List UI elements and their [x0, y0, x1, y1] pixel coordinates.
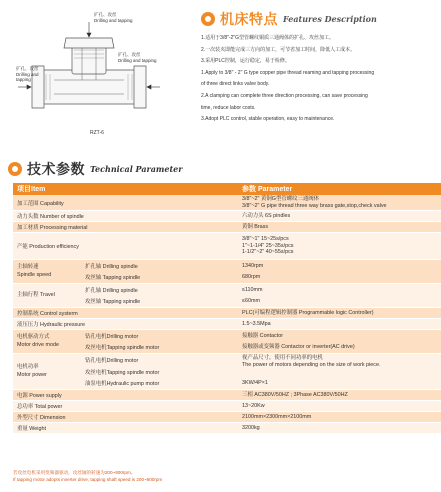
feature-line: 1.适用于3/8"-2"G型管螺纹铜质三通阀体的扩孔、攻丝加工。 — [201, 35, 335, 41]
group-rows — [83, 330, 441, 353]
value-line: 1.5~3.5Mpa — [242, 320, 271, 327]
value-line: 1"~1-1/4" 25~35s/pcs — [242, 242, 294, 249]
sub-label: 攻丝轴 Tapping spindle — [85, 275, 141, 282]
group-label — [13, 284, 83, 307]
bullet-circle-icon — [201, 12, 215, 26]
row-value — [238, 211, 441, 221]
sub-row — [83, 272, 441, 284]
value-line: 3/8"~2" 黄铜G型管螺纹三通阀体 — [242, 195, 320, 202]
feature-line: 3.采用PLC控制，运行稳定，易于检修。 — [201, 58, 290, 65]
table-group — [13, 284, 441, 308]
features-heading — [201, 9, 377, 29]
value-line: ≤110mm — [242, 286, 263, 293]
features-title-cn: 机床特点 — [220, 12, 278, 28]
row-value — [238, 233, 441, 259]
table-group — [13, 354, 441, 390]
sub-label: 钻孔电机Drilling motor — [85, 358, 139, 364]
group-label — [13, 354, 83, 389]
feature-line: 1.Apply to 3/8" - 2" G type copper pipe thread reaming and tapping processing — [201, 69, 375, 76]
header-item: 项目Item — [17, 186, 46, 193]
row-value — [238, 319, 441, 329]
table-row — [13, 211, 441, 222]
sub-row — [83, 260, 441, 272]
table-row — [13, 233, 441, 260]
table-row — [13, 222, 441, 233]
table-row — [13, 401, 441, 412]
feature-line: 3.Adopt PLC control, stable operation, easy to maintenance. — [201, 116, 335, 123]
diagram-label-top: 扩孔、攻丝 Drilling and tapping — [94, 12, 133, 23]
parameter-table — [13, 183, 441, 434]
footnote-line: 若攻丝电机采用变频器驱动，攻丝轴的转速为200~800rpm。 — [13, 470, 136, 475]
row-label: 重量 Weight — [17, 426, 46, 432]
row-value — [238, 222, 441, 232]
value-line: 3KW/4P×1 — [242, 380, 268, 386]
value-line: 三相 AC380V/50HZ ; 3Phase AC380V/50HZ — [242, 391, 348, 398]
group-label-en: Motor drive mode — [17, 341, 59, 348]
value-line: 3200kg — [242, 424, 260, 431]
group-label-cn: 主轴转速 — [17, 264, 39, 270]
sub-row — [83, 296, 441, 308]
footnote-line: If tapping motor adopts inverter drive, tapping shaft speed is 200~800rpm — [13, 477, 163, 482]
row-label: 动力头数 Number of spindle — [17, 214, 84, 220]
table-row — [13, 423, 441, 434]
row-value — [238, 412, 441, 422]
sub-value — [238, 272, 441, 284]
value-line: 1340rpm — [242, 262, 264, 269]
sub-label: 攻丝电机Tapping spindle motor — [85, 369, 160, 376]
sub-row — [83, 366, 441, 378]
row-label: 加工材质 Processing material — [17, 225, 88, 231]
row-value — [238, 423, 441, 433]
sub-label: 攻丝轴 Tapping spindle — [85, 299, 141, 306]
value-line: 1-1/2"~2" 40~55s/pcs — [242, 249, 294, 256]
value-line: 视产品尺寸，使用不同功率的电机 — [242, 355, 323, 361]
group-label-cn: 电机驱动方式 — [17, 334, 50, 340]
sub-value — [238, 260, 441, 272]
table-row — [13, 412, 441, 423]
group-label — [13, 260, 83, 283]
group-rows — [83, 284, 441, 307]
row-value — [238, 308, 441, 318]
group-label-text: 主轴行程 Travel — [17, 291, 55, 298]
value-line: 680rpm — [242, 274, 261, 280]
value-line: The power of motors depending on the size of work piece. — [242, 361, 381, 368]
row-label: 外型尺寸 Dimension — [17, 415, 66, 421]
sub-value — [238, 354, 441, 366]
sub-value — [238, 342, 441, 354]
feature-line: 2.一次装夹即能完成三方向的加工，可节省加工时间，降低人工成本。 — [201, 46, 356, 53]
sub-row — [83, 354, 441, 366]
sub-label: 油泵电机Hydraulic pump motor — [85, 381, 160, 388]
row-value — [238, 195, 441, 210]
row-label: 产能 Production efficiency — [17, 244, 79, 250]
tech-title-cn: 技术参数 — [27, 162, 85, 178]
group-label-cn: 电机功率 — [17, 364, 39, 370]
sub-label: 扩孔轴 Drilling spindle — [85, 263, 138, 270]
sub-value — [238, 330, 441, 342]
row-value — [238, 390, 441, 400]
table-group — [13, 260, 441, 284]
value-line: 接触器 Contactor — [242, 332, 284, 339]
value-line: 接触器或变频器 Contactor or inverter(AC drive) — [242, 344, 355, 350]
feature-line: time, reduce labor costs. — [201, 104, 256, 111]
sub-row — [83, 342, 441, 354]
value-line: ≤60mm — [242, 298, 260, 304]
header-param: 参数 Parameter — [242, 186, 293, 193]
diagram-label-left: 扩孔、攻丝 Drilling and tapping — [16, 66, 39, 82]
sub-label: 钻孔电机Drilling motor — [85, 333, 139, 340]
table-row — [13, 308, 441, 319]
features-title-en: Features Description — [283, 14, 377, 24]
table-row — [13, 319, 441, 330]
tech-heading — [8, 159, 182, 179]
table-row — [13, 390, 441, 401]
sub-label: 扩孔轴 Drilling spindle — [85, 287, 138, 294]
row-label: 液压压力 Hydraulic pressure — [17, 322, 85, 328]
feature-line: of three direct links valve body. — [201, 81, 270, 88]
value-line: 六动力头 6S pindles — [242, 212, 291, 219]
value-line: 3/8"~1" 15~25s/pcs — [242, 236, 289, 243]
sub-row — [83, 284, 441, 296]
table-group — [13, 330, 441, 354]
footnote — [13, 469, 441, 483]
value-line: 黄铜 Brass — [242, 223, 269, 230]
row-value — [238, 401, 441, 411]
sub-value — [238, 284, 441, 296]
value-line: 3/8"~2" G pipe thread three way brass gate,stop,check valve — [242, 202, 387, 209]
row-label: 控制系统 Control systerm — [17, 311, 78, 317]
value-line: 13~20Kw — [242, 402, 265, 409]
group-rows — [83, 354, 441, 389]
row-label: 总功率 Total power — [17, 404, 63, 410]
tech-title-en: Technical Parameter — [90, 164, 183, 174]
diagram-label-right: 扩孔、攻丝 Drilling and tapping — [118, 52, 157, 63]
sub-label: 攻丝电机Tapping spindle motor — [85, 345, 160, 352]
valve-diagram — [14, 8, 164, 136]
features-section — [0, 0, 441, 145]
sub-row — [83, 330, 441, 342]
diagram-model: RZT-6 — [90, 130, 104, 136]
table-row — [13, 195, 441, 211]
features-list — [201, 33, 437, 126]
sub-row — [83, 378, 441, 390]
group-rows — [83, 260, 441, 283]
sub-value — [238, 296, 441, 308]
row-label: 加工范围 Capability — [17, 200, 64, 207]
sub-value — [238, 378, 441, 390]
table-header — [13, 183, 441, 195]
sub-value — [238, 366, 441, 378]
group-label — [13, 330, 83, 353]
value-line: 2100mm×2300mm×2100mm — [242, 413, 312, 420]
bullet-circle-icon — [8, 162, 22, 176]
row-label: 电源 Power supply — [17, 393, 62, 399]
value-line: PLC(可编程逻辑控制器 Programmable logic Controller) — [242, 309, 374, 316]
feature-line: 2.A clamping can complete three direction processing, can save processing — [201, 92, 368, 99]
group-label-en: Motor power — [17, 371, 47, 378]
group-label-en: Spindle speed — [17, 271, 52, 278]
